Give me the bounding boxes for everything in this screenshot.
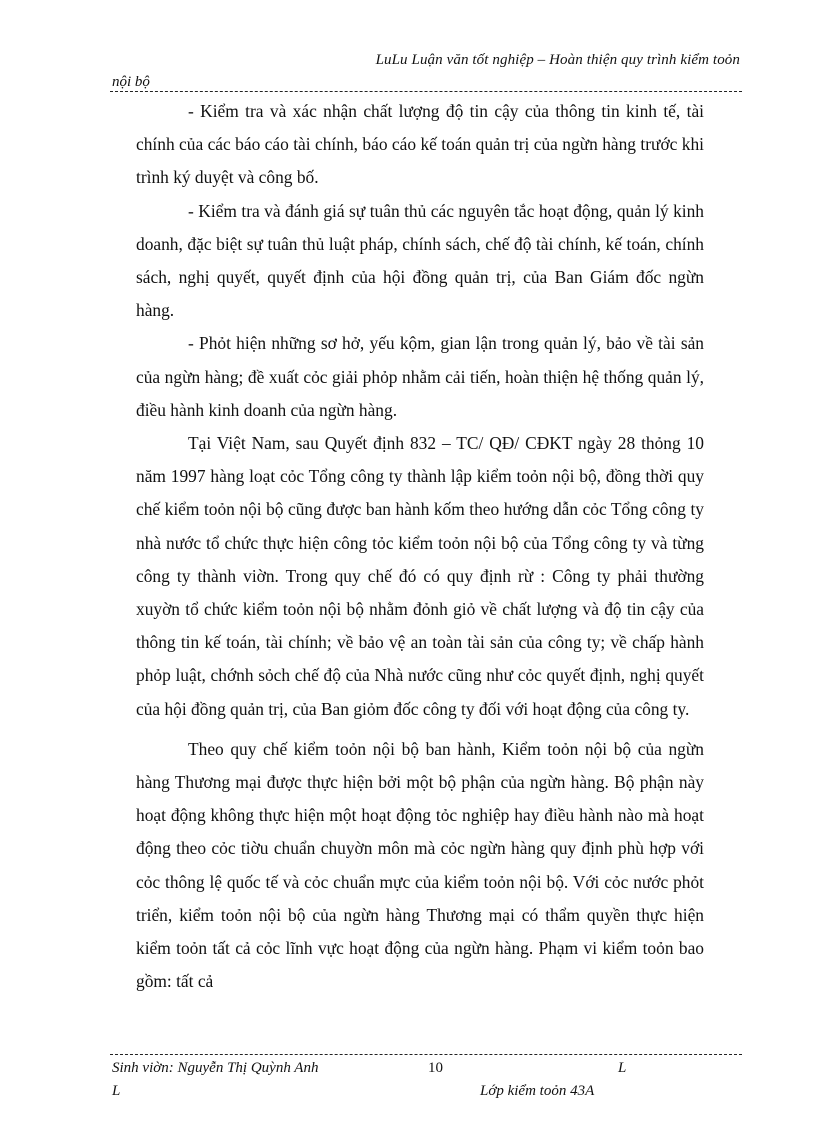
footer-student-mark: L [112,1083,121,1099]
footer-class: Lớp kiểm toỏn 43A [480,1083,595,1099]
footer-student: Sinh viờn: Nguyễn Thị Quỳnh Anh [112,1060,319,1076]
header-divider [110,91,742,92]
paragraph: - Phỏt hiện những sơ hở, yếu kộm, gian lận trong quản lý, bảo về tài sản của ngừn hàng; đề xuất cỏc giải phỏp nhằm cải tiến, hoàn thiện hệ thống quản lý, điều hành kinh doanh của ngừn hàng. [136,333,704,420]
page-number: 10 [428,1060,443,1076]
footer-mark: L [618,1060,627,1076]
paragraph: Tại Việt Nam, sau Quyết định 832 – TC/ QĐ/ CĐKT ngày 28 thỏng 10 năm 1997 hàng loạt cỏc Tổng công ty thành lập kiểm toỏn nội bộ, đồng thời quy chế kiểm toỏn nội bộ cũng được ban hành kốm theo hướng dẫn cỏc Tổng công ty nhà nước tổ chức thực hiện công tỏc kiểm toỏn nội bộ của Tổng công ty và từng công ty thành viờn. Trong quy chế đó có quy định rừ : Công ty phải thường xuyờn tổ chức kiểm toỏn nội bộ nhằm đỏnh giỏ về chất lượng và độ tin cậy của thông tin kế toán, tài chính; về bảo vệ an toàn tài sản của công ty; về chấp hành phỏp luật, chớnh sỏch chế độ của Nhà nước cũng như cỏc quyết định, nghị quyết của hội đồng quản trị, của Ban giỏm đốc công ty đối với hoạt động của công ty. [136,433,704,719]
paragraph: - Kiểm tra và xác nhận chất lượng độ tin cậy của thông tin kinh tế, tài chính của các báo cáo tài chính, báo cáo kế toán quản trị của ngừn hàng trước khi trình ký duyệt và công bố. [136,101,704,188]
header-title-continuation: nội bộ [112,74,150,90]
paragraph: Theo quy chế kiểm toỏn nội bộ ban hành, Kiểm toỏn nội bộ của ngừn hàng Thương mại được thực hiện bởi một bộ phận của ngừn hàng. Bộ phận này hoạt động không thực hiện một hoạt động tỏc nghiệp hay điều hành nào mà hoạt động theo cỏc tiờu chuẩn chuyờn môn mà cỏc ngừn hàng quy định phù hợp với cỏc thông lệ quốc tế và cỏc chuẩn mực của kiểm toỏn nội bộ. Với cỏc nước phỏt triển, kiểm toỏn nội bộ của ngừn hàng Thương mại có thẩm quyền thực hiện kiểm toỏn tất cả cỏc lĩnh vực hoạt động của ngừn hàng. Phạm vi kiểm toỏn bao gồm: tất cả [136,738,704,992]
footer-divider [110,1054,742,1055]
paragraph: - Kiểm tra và đánh giá sự tuân thủ các nguyên tắc hoạt động, quản lý kinh doanh, đặc biệt sự tuân thủ luật pháp, chính sách, chế độ tài chính, kế toán, chính sách, nghị quyết, quyết định của hội đồng quản trị, của Ban Giám đốc ngừn hàng. [136,200,704,321]
header-title: LuLu Luận văn tốt nghiệp – Hoàn thiện quy trình kiểm toỏn [375,52,740,68]
body-text [136,95,704,998]
